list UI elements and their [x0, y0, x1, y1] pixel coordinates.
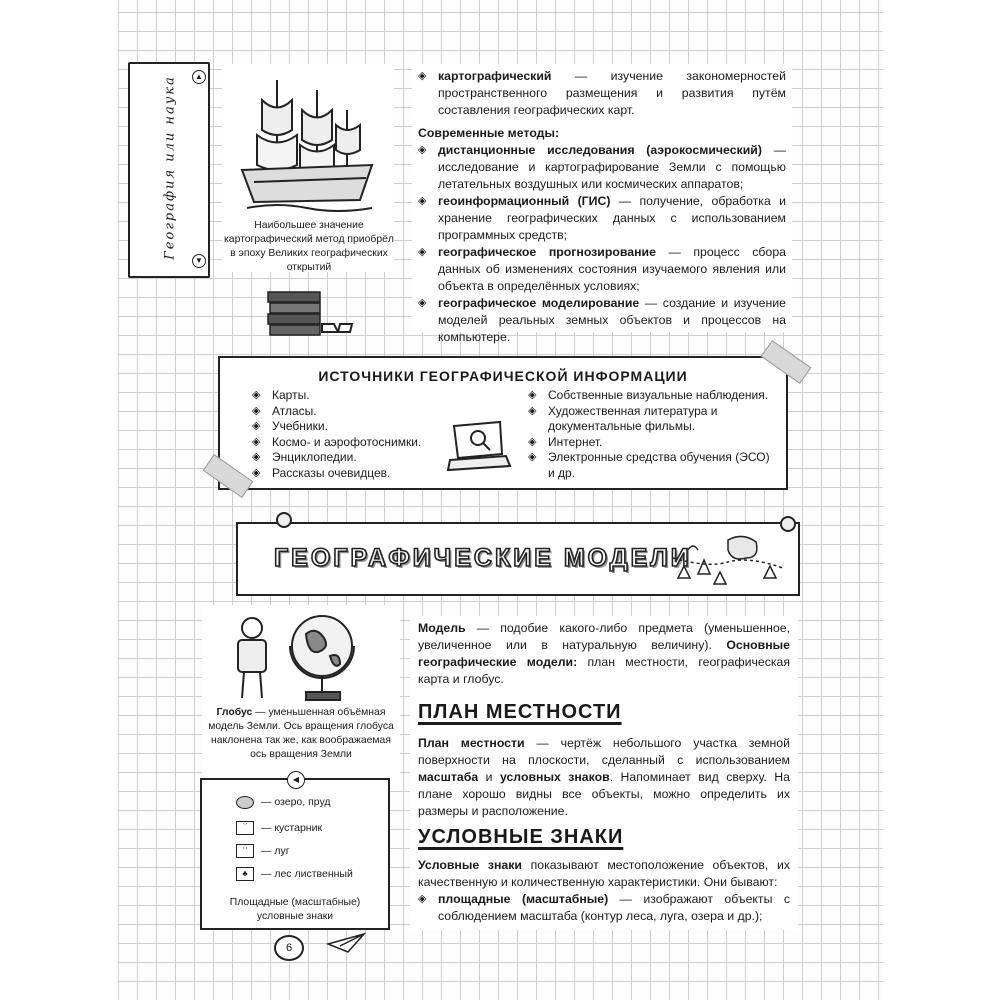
arrow-down-icon: ▼ — [192, 254, 206, 268]
model-definition: Модель — подобие какого-либо предмета (уменьшенное, увеличенное или в натуральную величину). Основные географические модели: план местности, географическая карта и глобус. — [418, 621, 790, 686]
source-item: ◈ Атласы. — [252, 404, 462, 420]
method-item: ◈ географическое прогнозирование — процесс сбора данных об изменениях состояния изучаемого явления или объекта в определённых условиях; — [418, 244, 786, 295]
kid-globe-illustration — [226, 606, 376, 706]
sources-right-list — [528, 388, 772, 481]
source-item: ◈ Электронные средства обучения (ЭСО) и др. — [528, 450, 772, 481]
side-tab — [128, 62, 210, 278]
ship-caption: Наибольшее значение картографический метод приобрёл в эпоху Великих географических открытий — [224, 220, 394, 273]
sign-type-item: ◈ площадные (масштабные) — изображают объекты с соблюдением масштаба (контур леса, луга, озера и др.); — [418, 891, 790, 925]
paper-plane-icon — [326, 932, 366, 954]
page-number: 6 — [274, 935, 304, 961]
method-carto: ◈ картографический — изучение закономерностей пространственного размещения и развития путём составления географических карт. — [418, 68, 786, 119]
legend-row: — озеро, пруд — [236, 796, 331, 809]
plan-heading: ПЛАН МЕСТНОСТИ — [418, 701, 622, 723]
meadow-icon: ∴ — [236, 844, 254, 858]
pin-icon — [780, 516, 796, 532]
globe-caption: Глобус — уменьшенная объёмная модель Земли. Ось вращения глобуса наклонена так же, как воображаемая ось вращения Земли — [208, 707, 394, 760]
laptop-icon — [440, 418, 516, 474]
plan-definition: План местности — чертёж небольшого участка земной поверхности на плоскости, сделанный с использованием масштаба и условных знаков. Напоминает вид сверху. На плане хорошо видны все объекты, можно определить их размеры и расположение. — [418, 736, 790, 818]
source-item: ◈ Космо- и аэрофотоснимки. — [252, 435, 462, 451]
ship-illustration — [232, 70, 382, 215]
side-tab-label: География или наука — [162, 75, 178, 260]
legend-row: ∴ — луг — [236, 844, 290, 858]
arrow-up-icon: ▲ — [192, 70, 206, 84]
models-banner — [236, 522, 800, 596]
modern-methods-title: Современные методы: — [418, 126, 560, 140]
source-item: ◈ Рассказы очевидцев. — [252, 466, 462, 482]
source-item: ◈ Энциклопедии. — [252, 450, 462, 466]
banner-title: ГЕОГРАФИЧЕСКИЕ МОДЕЛИ — [274, 544, 692, 572]
source-item: ◈ Учебники. — [252, 419, 462, 435]
legend-row: ♣ — лес лиственный — [236, 867, 353, 881]
books-glasses-icon — [266, 284, 356, 346]
methods-block — [418, 68, 786, 346]
legend-box — [200, 775, 390, 930]
sources-left-list — [252, 388, 462, 481]
signs-heading: УСЛОВНЫЕ ЗНАКИ — [418, 826, 624, 848]
signs-definition: Условные знаки показывают местоположение объектов, их качественную и количественную характеристики. Они бывают: ◈ площадные (масштабные) — изображают объекты с соблюдением масштаба (контур леса, луга, озера и др.); — [418, 857, 790, 925]
lake-icon — [236, 796, 254, 809]
source-item: ◈ Собственные визуальные наблюдения. — [528, 388, 772, 404]
method-item: ◈ геоинформационный (ГИС) — получение, обработка и хранение географических данных с использованием программных средств; — [418, 193, 786, 244]
deciduous-forest-icon: ♣ — [236, 867, 254, 881]
legend-caption: Площадные (масштабные) условные знаки — [229, 897, 361, 922]
map-doodle-icon — [668, 528, 788, 590]
source-item: ◈ Художественная литература и документальные фильмы. — [528, 404, 772, 435]
method-item: ◈ географическое моделирование — создание и изучение моделей реальных земных объектов и процессов на компьютере. — [418, 295, 786, 346]
method-item: ◈ дистанционные исследования (аэрокосмический) — исследование и картографирование Земли с помощью летательных воздушных или космических аппаратов; — [418, 142, 786, 193]
source-item: ◈ Карты. — [252, 388, 462, 404]
shrub-icon: ⁘ — [236, 821, 254, 835]
pin-icon — [276, 512, 292, 528]
source-item: ◈ Интернет. — [528, 435, 772, 451]
sources-box — [218, 356, 788, 490]
arrow-left-icon: ◀ — [287, 771, 305, 789]
legend-row: ⁘ — кустарник — [236, 821, 322, 835]
sources-title: ИСТОЧНИКИ ГЕОГРАФИЧЕСКОЙ ИНФОРМАЦИИ — [318, 368, 688, 384]
